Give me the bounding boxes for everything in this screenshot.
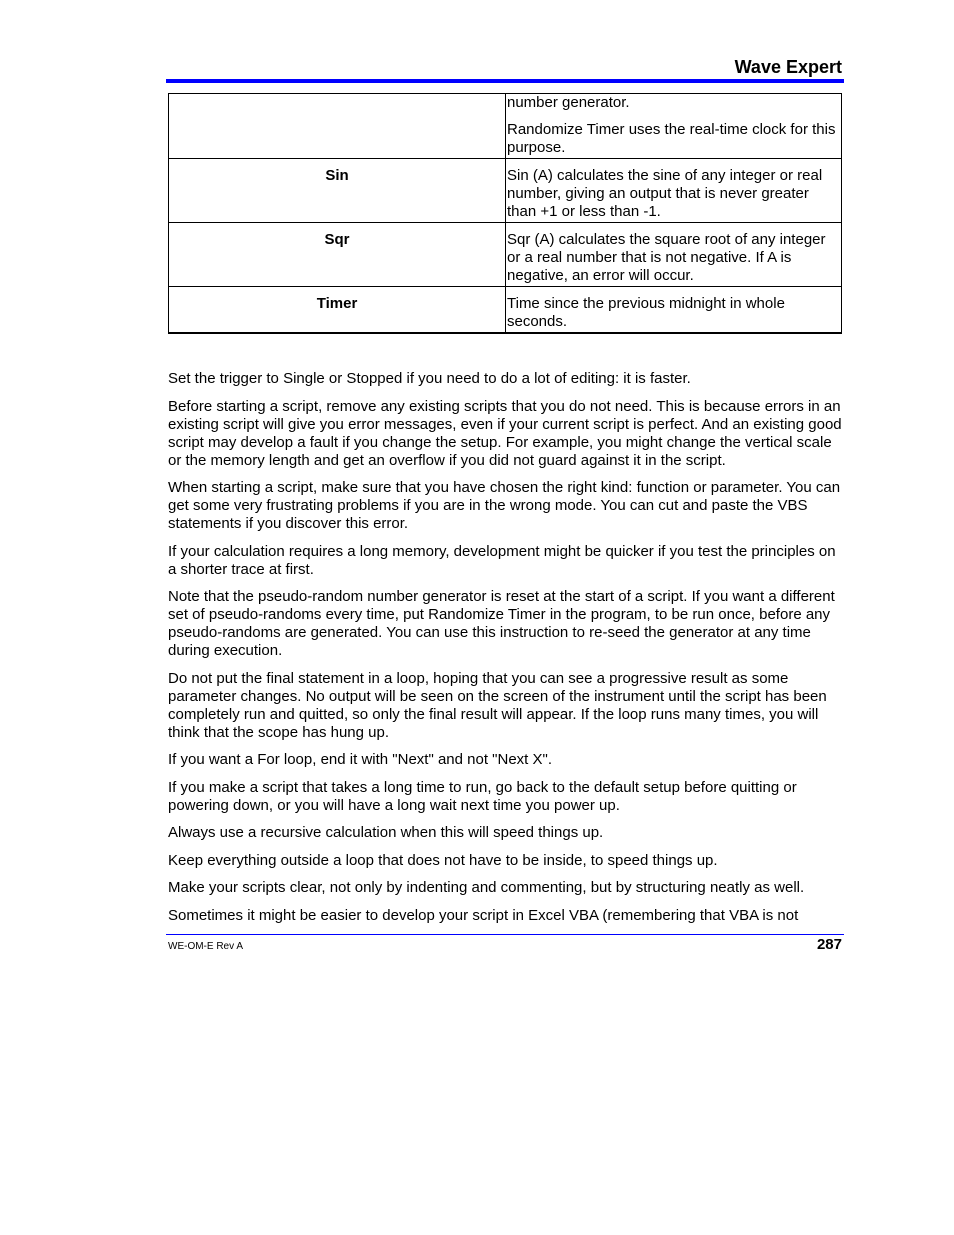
description-text: Sin (A) calculates the sine of any integer or real number, giving an output that is never greater than +1 or less than -1. — [507, 167, 823, 220]
body-paragraph: Always use a recursive calculation when this will speed things up. — [168, 824, 604, 841]
header-title: Wave Expert — [734, 57, 842, 77]
function-table — [168, 93, 842, 334]
footer-rule — [166, 934, 844, 935]
body-paragraph: Sometimes it might be easier to develop your script in Excel VBA (remembering that VBA is not — [168, 906, 799, 924]
description-text: Sqr (A) calculates the square root of any integer or a real number that is not negative. If A is negative, an error will occur. — [507, 231, 826, 284]
table-row — [169, 94, 842, 159]
function-name-cell: Sqr — [169, 223, 506, 287]
function-description-cell — [506, 94, 842, 159]
function-name-cell: Timer — [169, 287, 506, 333]
function-description-cell — [506, 223, 842, 287]
body-paragraph: Make your scripts clear, not only by indenting and commenting, but by structuring neatly as well. — [168, 879, 805, 896]
table-row — [169, 287, 842, 333]
function-name-cell — [169, 94, 506, 159]
body-text — [168, 370, 844, 934]
body-paragraph: When starting a script, make sure that you have chosen the right kind: function or parameter. You can get some very frustrating problems if you are in the wrong mode. You can cut and paste the VBS statements if you discover this error. — [168, 479, 841, 532]
body-paragraph: Before starting a script, remove any existing scripts that you do not need. This is because errors in an existing script will give you error messages, even if your current script is perfect. And an existing good script may develop a fault if you change the setup. For example, you might change the vertical scale or the memory length and get an overflow if you did not guard against it in the script. — [168, 397, 842, 469]
page-number: 287 — [816, 936, 842, 953]
description-text: Randomize Timer uses the real-time clock for this purpose. — [507, 121, 836, 156]
body-paragraph: Do not put the final statement in a loop, hoping that you can see a progressive result as some parameter changes. No output will be seen on the screen of the instrument until the script has been completely run and quitted, so only the final result will appear. If the loop runs many times, you will think that the scope has hung up. — [168, 669, 827, 741]
body-paragraph: If you make a script that takes a long time to run, go back to the default setup before quitting or powering down, or you will have a long wait next time you power up. — [168, 778, 797, 814]
body-paragraph: Set the trigger to Single or Stopped if you need to do a lot of editing: it is faster. — [168, 370, 691, 387]
body-paragraph: If your calculation requires a long memory, development might be quicker if you test the principles on a shorter trace at first. — [168, 542, 836, 578]
function-description-cell — [506, 159, 842, 223]
function-name-cell: Sin — [169, 159, 506, 223]
header-rule — [166, 79, 844, 83]
body-paragraph: If you want a For loop, end it with "Next" and not "Next X". — [168, 751, 552, 768]
body-paragraph: Keep everything outside a loop that does not have to be inside, to speed things up. — [168, 851, 718, 869]
body-paragraph: Note that the pseudo-random number generator is reset at the start of a script. If you want a different set of pseudo-randoms every time, put Randomize Timer in the program, to be run once, before any pseudo-randoms are generated. You can use this instruction to re-seed the generator at any time during execution. — [168, 588, 835, 659]
table-row — [169, 159, 842, 223]
description-text: number generator. — [507, 94, 630, 111]
table-row — [169, 223, 842, 287]
description-text: Time since the previous midnight in whole seconds. — [507, 295, 785, 330]
function-description-cell — [506, 287, 842, 333]
footer-doc-id: WE-OM-E Rev A — [168, 941, 244, 952]
